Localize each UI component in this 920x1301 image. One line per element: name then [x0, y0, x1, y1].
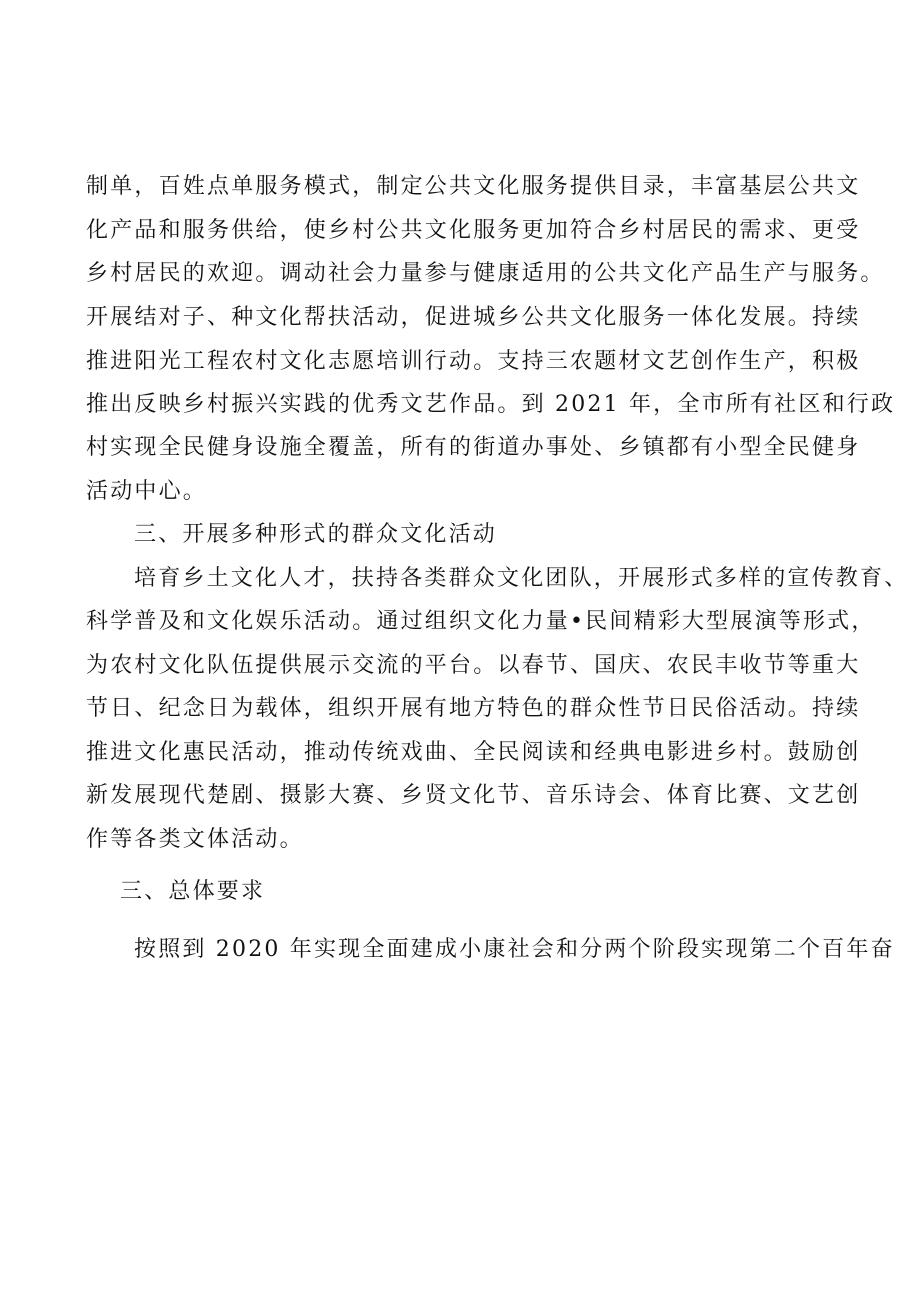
- section-heading: 三、总体要求: [120, 879, 266, 904]
- paragraph-line: 培育乡土文化人才，扶持各类群众文化团队，开展形式多样的宣传教育、: [134, 566, 909, 591]
- paragraph-line: 推进阳光工程农村文化志愿培训行动。支持三农题材文艺创作生产，积极: [86, 349, 861, 374]
- paragraph-line: 节日、纪念日为载体，组织开展有地方特色的群众性节日民俗活动。持续: [86, 696, 861, 721]
- paragraph-line: 活动中心。: [86, 479, 208, 504]
- paragraph-line: 按照到 2020 年实现全面建成小康社会和分两个阶段实现第二个百年奋: [134, 937, 895, 962]
- paragraph-line: 作等各类文体活动。: [86, 827, 304, 852]
- paragraph-line: 为农村文化队伍提供展示交流的平台。以春节、国庆、农民丰收节等重大: [86, 653, 861, 678]
- paragraph-line: 化产品和服务供给，使乡村公共文化服务更加符合乡村居民的需求、更受: [86, 218, 861, 243]
- paragraph-line: 村实现全民健身设施全覆盖，所有的街道办事处、乡镇都有小型全民健身: [86, 435, 861, 460]
- paragraph-line: 开展结对子、种文化帮扶活动，促进城乡公共文化服务一体化发展。持续: [86, 305, 861, 330]
- paragraph-line: 新发展现代楚剧、摄影大赛、乡贤文化节、音乐诗会、体育比赛、文艺创: [86, 783, 861, 808]
- paragraph-line: 科学普及和文化娱乐活动。通过组织文化力量•民间精彩大型展演等形式，: [86, 609, 876, 634]
- paragraph-line: 推进文化惠民活动，推动传统戏曲、全民阅读和经典电影进乡村。鼓励创: [86, 740, 861, 765]
- section-heading: 三、开展多种形式的群众文化活动: [134, 522, 498, 547]
- paragraph-line: 推出反映乡村振兴实践的优秀文艺作品。到 2021 年，全市所有社区和行政: [86, 392, 896, 417]
- paragraph-line: 制单，百姓点单服务模式，制定公共文化服务提供目录，丰富基层公共文: [86, 174, 861, 199]
- paragraph-line: 乡村居民的欢迎。调动社会力量参与健康适用的公共文化产品生产与服务。: [86, 261, 885, 286]
